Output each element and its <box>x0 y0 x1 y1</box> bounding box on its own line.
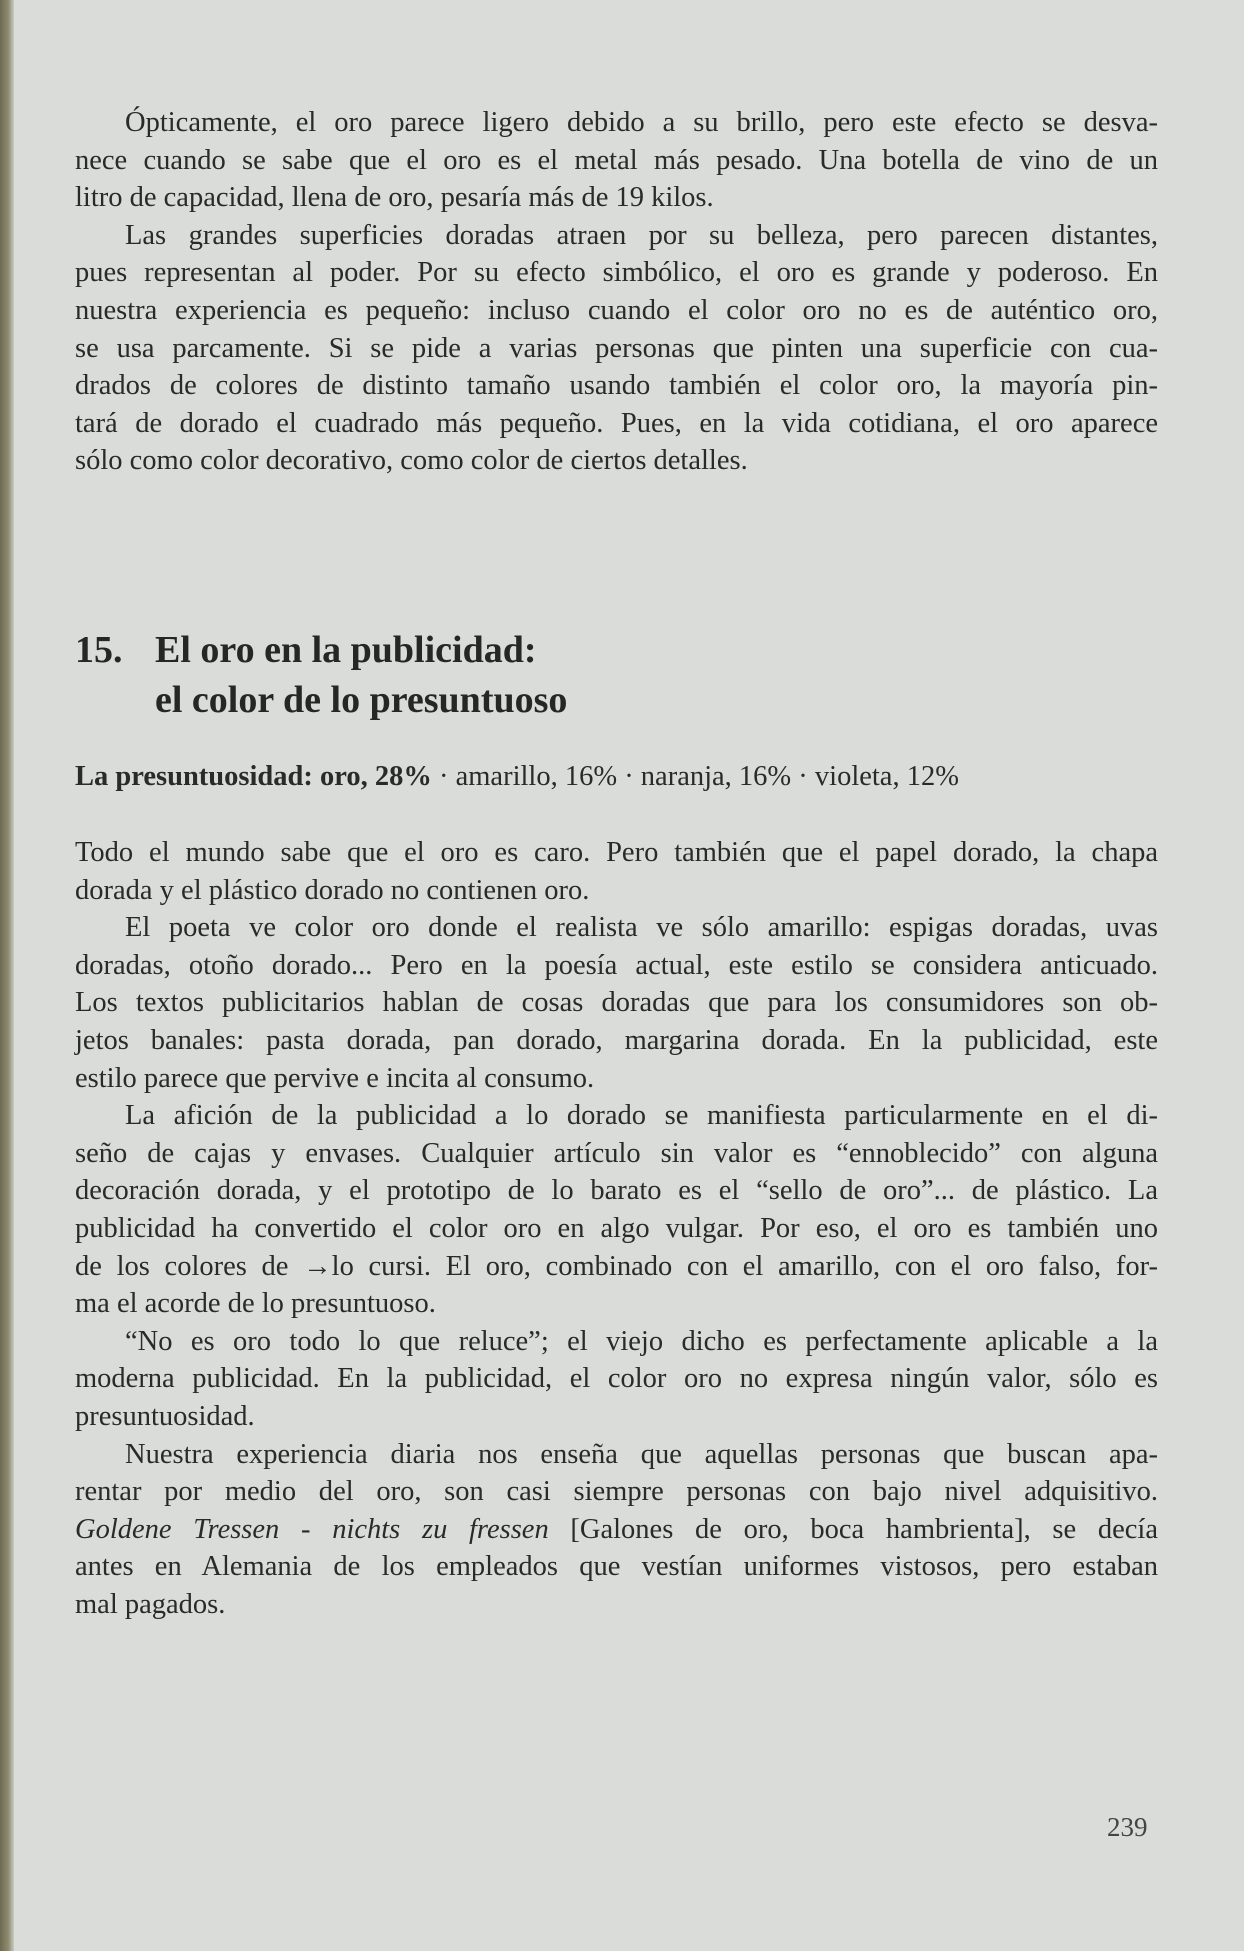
text-line: nece cuando se sabe que el oro es el metal más pesado. Una botella de vino de un <box>75 144 1158 176</box>
text-line: tará de dorado el cuadrado más pequeño. Pues, en la vida cotidiana, el oro aparece <box>75 407 1158 439</box>
italic-quote: Goldene Tressen - nichts zu fressen <box>75 1513 549 1545</box>
text-line: litro de capacidad, llena de oro, pesaría más de 19 kilos. <box>75 182 714 214</box>
text-line: drados de colores de distinto tamaño usando también el color oro, la mayoría pin- <box>75 370 1158 402</box>
section-title-line-2: el color de lo presuntuoso <box>155 679 568 721</box>
section-number: 15. <box>75 629 123 671</box>
text-line: antes en Alemania de los empleados que vestían uniformes vistosos, pero estaban <box>75 1551 1158 1583</box>
text-line: Todo el mundo sabe que el oro es caro. Pero también que el papel dorado, la chapa <box>75 837 1158 868</box>
subhead-rest: · amarillo, 16% · naranja, 16% · violeta, 12% <box>431 761 959 792</box>
text-line: Nuestra experiencia diaria nos enseña que aquellas personas que buscan apa- <box>125 1438 1158 1470</box>
text-line: moderna publicidad. En la publicidad, el color oro no expresa ningún valor, sólo es <box>75 1363 1158 1395</box>
text-line: nuestra experiencia es pequeño: incluso cuando el color oro no es de auténtico oro, <box>75 294 1158 326</box>
text-line: decoración dorada, y el prototipo de lo barato es el “sello de oro”... de plástico. La <box>75 1175 1158 1207</box>
section-heading <box>75 625 567 725</box>
text-line: estilo parece que pervive e incita al consumo. <box>75 1062 595 1094</box>
text-line: sólo como color decorativo, como color de ciertos detalles. <box>75 445 748 477</box>
text-line: seño de cajas y envases. Cualquier artículo sin valor es “ennoblecido” con alguna <box>75 1137 1158 1169</box>
text-line: publicidad ha convertido el color oro en algo vulgar. Por eso, el oro es también uno <box>75 1212 1158 1244</box>
text-line: de los colores de →lo cursi. El oro, combinado con el amarillo, con el oro falso, for- <box>75 1250 1158 1282</box>
section-title-line-1: El oro en la publicidad: <box>155 629 537 671</box>
text-line: mal pagados. <box>75 1588 226 1620</box>
translation: [Galones de oro, boca hambrienta], se decía <box>570 1513 1158 1545</box>
text-line: Los textos publicitarios hablan de cosas doradas que para los consumidores son ob- <box>75 987 1158 1019</box>
intro-paragraphs <box>75 104 1158 480</box>
text-line: doradas, otoño dorado... Pero en la poesía actual, este estilo se considera anticuado. <box>75 949 1158 981</box>
text-line: pues representan al poder. Por su efecto simbólico, el oro es grande y poderoso. En <box>75 257 1158 289</box>
text-line: se usa parcamente. Si se pide a varias personas que pinten una superficie con cua- <box>75 332 1158 364</box>
text-line: rentar por medio del oro, son casi siempre personas con bajo nivel adquisitivo. <box>75 1476 1158 1508</box>
text-line: jetos banales: pasta dorada, pan dorado, margarina dorada. En la publicidad, este <box>75 1024 1158 1056</box>
text-line: Ópticamente, el oro parece ligero debido a su brillo, pero este efecto se desva- <box>125 107 1158 138</box>
text-line: Las grandes superficies doradas atraen por su belleza, pero parecen distantes, <box>125 219 1158 251</box>
body-paragraphs <box>75 834 1158 1623</box>
text-line: El poeta ve color oro donde el realista ve sólo amarillo: espigas doradas, uvas <box>125 912 1158 944</box>
text-line: presuntuosidad. <box>75 1400 255 1432</box>
text-line: ma el acorde de lo presuntuoso. <box>75 1288 436 1320</box>
text-line-with-italic <box>75 1511 1158 1549</box>
text-line: La afición de la publicidad a lo dorado se manifiesta particularmente en el di- <box>125 1100 1158 1132</box>
text-line: dorada y el plástico dorado no contienen oro. <box>75 874 590 906</box>
page-number: 239 <box>1107 1812 1148 1842</box>
text-line: “No es oro todo lo que reluce”; el viejo dicho es perfectamente aplicable a la <box>125 1325 1158 1357</box>
subhead-bold: La presuntuosidad: oro, 28% <box>75 761 432 792</box>
color-ranking-subhead <box>75 758 959 796</box>
